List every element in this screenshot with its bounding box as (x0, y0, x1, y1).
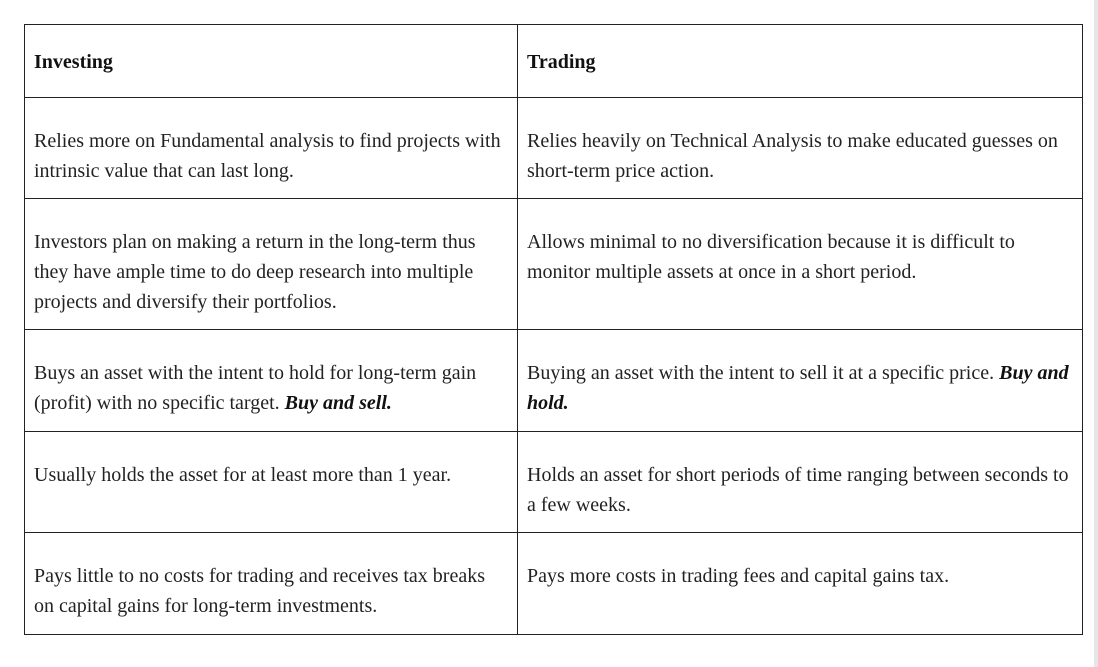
investing-cell: Usually holds the asset for at least more than 1 year. (25, 432, 518, 533)
investing-emphasis: Buy and sell. (284, 392, 392, 414)
table-row (25, 330, 1083, 432)
trading-emphasis: Buy and hold. (527, 362, 1069, 414)
header-trading: Trading (518, 25, 1083, 98)
header-row (25, 25, 1083, 98)
trading-cell: Holds an asset for short periods of time ranging between seconds to a few weeks. (518, 432, 1083, 533)
investing-cell (25, 330, 518, 432)
trading-cell: Pays more costs in trading fees and capital gains tax. (518, 533, 1083, 635)
investing-cell: Pays little to no costs for trading and receives tax breaks on capital gains for long-term investments. (25, 533, 518, 635)
trading-cell: Relies heavily on Technical Analysis to make educated guesses on short-term price action. (518, 98, 1083, 199)
trading-cell (518, 330, 1083, 432)
trading-cell: Allows minimal to no diversification because it is difficult to monitor multiple assets at once in a short period. (518, 199, 1083, 330)
table-row (25, 533, 1083, 635)
investing-cell: Relies more on Fundamental analysis to find projects with intrinsic value that can last long. (25, 98, 518, 199)
trading-text: Buying an asset with the intent to sell it at a specific price. (527, 362, 995, 384)
header-investing: Investing (25, 25, 518, 98)
comparison-table (24, 24, 1083, 635)
investing-cell: Investors plan on making a return in the long-term thus they have ample time to do deep research into multiple projects and diversify their portfolios. (25, 199, 518, 330)
table-row (25, 199, 1083, 330)
investing-text: Buys an asset with the intent to hold for long-term gain (profit) with no specific target. (34, 362, 477, 414)
table-row (25, 432, 1083, 533)
table-row (25, 98, 1083, 199)
page-edge (1094, 0, 1098, 667)
